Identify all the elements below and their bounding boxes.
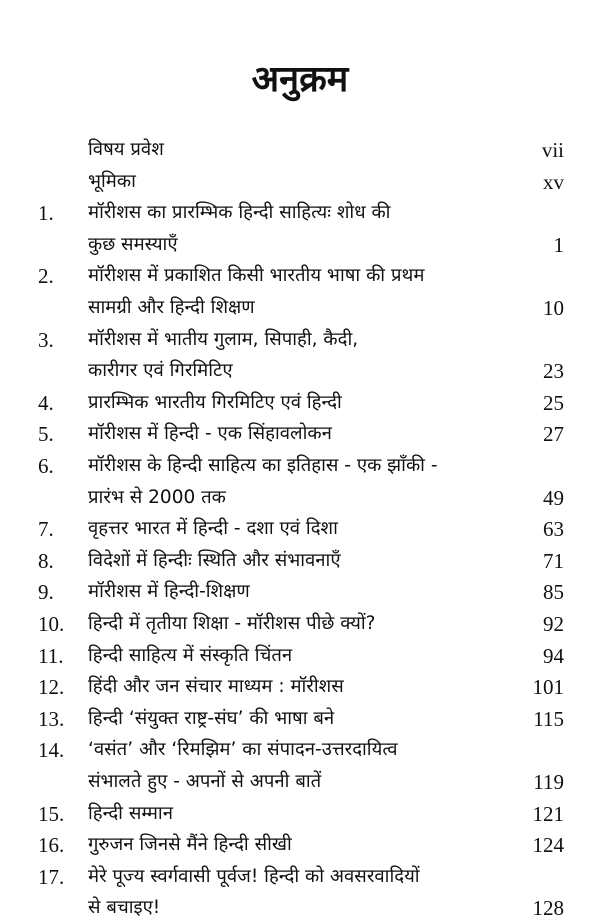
toc-entry-title: मेरे पूज्य स्वर्गवासी पूर्वज! हिन्दी को अवसरवादियों — [88, 865, 420, 887]
toc-entry-page: 49 — [543, 485, 564, 510]
toc-entry-page: 119 — [533, 770, 564, 794]
toc-entry-title: भूमिका — [88, 170, 136, 192]
toc-entry-page: 101 — [532, 675, 564, 700]
toc-entry-line — [0, 451, 600, 481]
toc-entry-line — [0, 514, 600, 544]
toc-entry-page: vii — [541, 138, 564, 162]
toc-entry-number: 7. — [38, 517, 54, 542]
toc-entry-line — [0, 293, 600, 323]
toc-entry-line — [0, 483, 600, 513]
toc-entry-number: 2. — [38, 264, 54, 289]
toc-entry-page: 128 — [532, 896, 564, 921]
toc-entry-title: मॉरीशस में प्रकाशित किसी भारतीय भाषा की प्रथम — [88, 265, 425, 287]
toc-entry-number: 16. — [38, 833, 65, 858]
toc-entry-line — [0, 735, 600, 765]
toc-entry-line — [0, 830, 600, 860]
toc-entry-number: 13. — [38, 706, 65, 731]
toc-entry-page: 25 — [543, 390, 564, 415]
toc-entry-title: विदेशों में हिन्दीः स्थिति और संभावनाएँ — [88, 549, 341, 571]
toc-entry-title: कुछ समस्याएँ — [88, 233, 178, 255]
toc-entry-page: 10 — [543, 296, 564, 320]
toc-entry-title: गुरुजन जिनसे मैंने हिन्दी सीखी — [88, 834, 292, 856]
toc-entry-page: 85 — [543, 580, 564, 605]
toc-entry-title: हिन्दी ‘संयुक्त राष्ट्र-संघ’ की भाषा बने — [88, 707, 335, 729]
toc-entry-line — [0, 419, 600, 449]
toc-entry-page: 115 — [533, 706, 564, 731]
toc-entry-line — [0, 862, 600, 892]
page-title: अनुक्रम — [251, 59, 349, 100]
toc-entry-line — [0, 325, 600, 355]
toc-entry-number: 15. — [38, 801, 65, 826]
toc-entry-title: हिंदी और जन संचार माध्यम : मॉरीशस — [88, 676, 344, 698]
toc-entry-line — [0, 767, 600, 797]
toc-entry-title: हिन्दी साहित्य में संस्कृति चिंतन — [88, 644, 293, 666]
toc-entry-page: 94 — [543, 643, 564, 668]
toc-entry-title: मॉरीशस का प्रारम्भिक हिन्दी साहित्यः शोध की — [88, 202, 391, 224]
toc-entry-line — [0, 672, 600, 702]
toc-entry-title: हिन्दी में तृतीया शिक्षा - मॉरीशस पीछे क्यों? — [88, 613, 376, 634]
toc-entry-line — [0, 167, 600, 197]
toc-entry-title: विषय प्रवेश — [88, 139, 164, 160]
toc-entry-number: 1. — [38, 201, 54, 226]
toc-entry-number: 14. — [38, 738, 65, 763]
toc-entry-title: कारीगर एवं गिरमिटिए — [88, 360, 233, 382]
toc-entry-title: से बचाइए! — [88, 897, 161, 919]
toc-entry-line — [0, 546, 600, 576]
toc-entry-number: 6. — [38, 454, 54, 478]
toc-entry-title: मॉरीशस में हिन्दी - एक सिंहावलोकन — [88, 423, 332, 445]
toc-entry-title: संभालते हुए - अपनों से अपनी बातें — [88, 771, 322, 792]
toc-entry-page: 23 — [543, 359, 564, 384]
toc-entry-line — [0, 704, 600, 734]
toc-entry-line — [0, 893, 600, 923]
toc-entry-line — [0, 641, 600, 671]
toc-entry-line — [0, 577, 600, 607]
toc-entry-title: वृहत्तर भारत में हिन्दी - दशा एवं दिशा — [88, 518, 338, 540]
toc-entry-line — [0, 135, 600, 165]
toc-entry-title: ‘वसंत’ और ‘रिमझिम’ का संपादन-उत्तरदायित्व — [88, 739, 398, 761]
toc-entry-number: 17. — [38, 864, 65, 889]
toc-entry-page: 27 — [543, 422, 564, 447]
toc-entry-number: 12. — [38, 675, 65, 700]
toc-entry-page: xv — [543, 169, 564, 194]
toc-entry-number: 3. — [38, 327, 54, 352]
toc-entry-title: हिन्दी सम्मान — [88, 802, 173, 824]
toc-entry-page: 1 — [553, 232, 564, 257]
toc-entry-page: 124 — [532, 833, 564, 858]
toc-entry-line — [0, 198, 600, 228]
toc-entry-page: 92 — [543, 612, 564, 636]
toc-entry-line — [0, 356, 600, 386]
toc-entry-line — [0, 388, 600, 418]
toc-entry-number: 4. — [38, 390, 54, 415]
toc-entry-title: मॉरीशस में भातीय गुलाम, सिपाही, कैदी, — [88, 328, 359, 350]
toc-entry-page: 63 — [543, 517, 564, 542]
toc-entry-number: 11. — [38, 643, 64, 668]
toc-entry-number: 5. — [38, 422, 54, 447]
toc-entry-title: मॉरीशस में हिन्दी-शिक्षण — [88, 581, 250, 603]
toc-entry-title: प्रारम्भिक भारतीय गिरमिटिए एवं हिन्दी — [88, 391, 342, 413]
toc-entry-line — [0, 799, 600, 829]
toc-entry-title: सामग्री और हिन्दी शिक्षण — [88, 297, 255, 318]
toc-entry-number: 10. — [38, 612, 65, 636]
toc-entry-title: मॉरीशस के हिन्दी साहित्य का इतिहास - एक झाँकी - — [88, 455, 438, 476]
toc-entry-title: प्रारंभ से 2000 तक — [88, 486, 226, 508]
toc-entry-line — [0, 261, 600, 291]
toc-entry-page: 71 — [543, 548, 564, 573]
toc-entry-page: 121 — [532, 801, 564, 826]
toc-entry-number: 8. — [38, 548, 54, 573]
toc-entry-number: 9. — [38, 580, 54, 605]
toc-entry-line — [0, 609, 600, 639]
toc-entry-line — [0, 230, 600, 260]
